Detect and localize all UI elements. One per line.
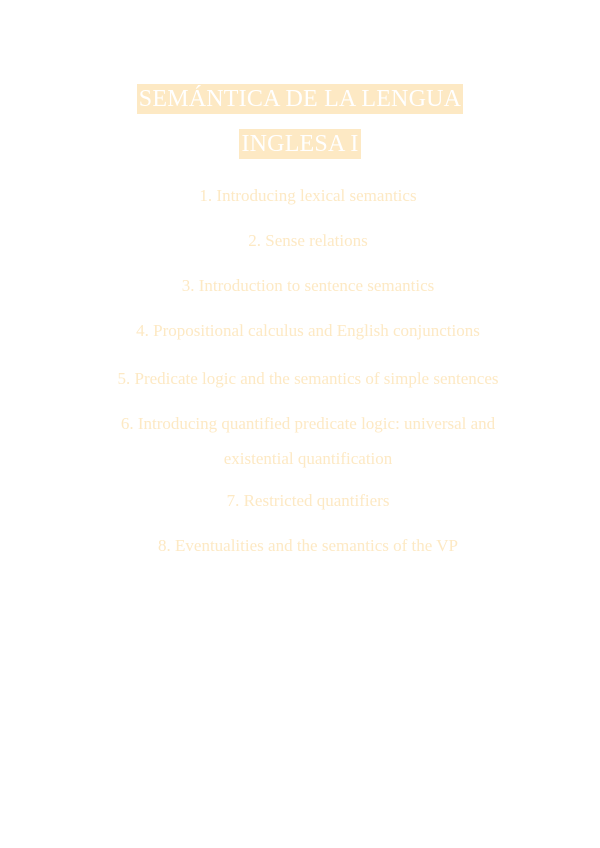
toc-item-1: 1. Introducing lexical semantics bbox=[199, 186, 417, 205]
toc-item-2: 2. Sense relations bbox=[248, 231, 368, 250]
document-title bbox=[0, 84, 600, 174]
title-text-2: INGLESA I bbox=[241, 131, 359, 157]
toc-item-6: 6. Introducing quantified predicate logic: universal and existential quantification bbox=[120, 414, 496, 468]
toc-item-8: 8. Eventualities and the semantics of the VP bbox=[158, 536, 458, 555]
toc-item-4: 4. Propositional calculus and English conjunctions bbox=[136, 321, 480, 340]
title-line-1 bbox=[0, 84, 600, 129]
toc-item-7: 7. Restricted quantifiers bbox=[226, 491, 390, 510]
title-line-2 bbox=[0, 129, 600, 174]
toc-item-5: 5. Predicate logic and the semantics of simple sentences bbox=[117, 369, 499, 388]
toc-item-3: 3. Introduction to sentence semantics bbox=[181, 276, 435, 295]
table-of-contents bbox=[100, 181, 516, 576]
title-text-1: SEMÁNTICA DE LA LENGUA bbox=[138, 86, 462, 112]
